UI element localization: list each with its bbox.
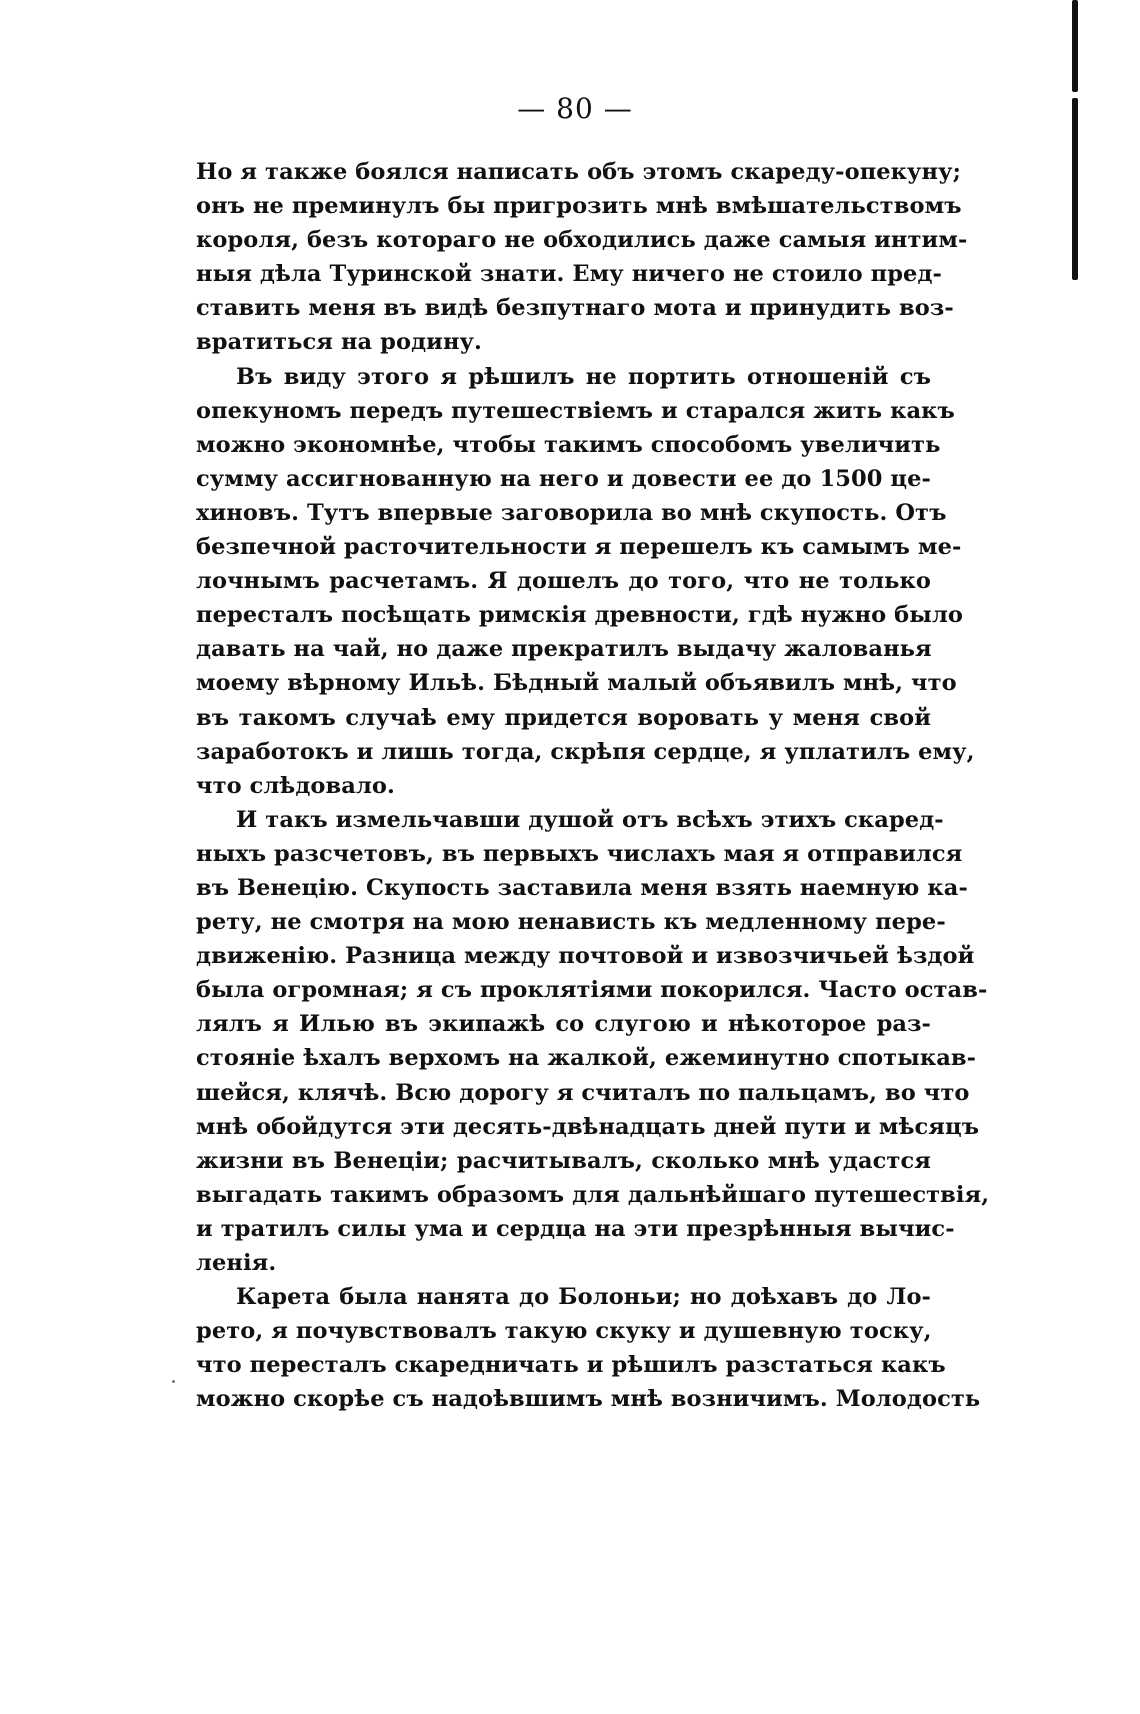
body-text (196, 155, 990, 1416)
text-line: ленiя. (196, 1250, 277, 1276)
text-line: ныя дѣла Туринской знати. Ему ничего не стоило пред- (196, 261, 942, 288)
text-line: мнѣ обойдутся эти десять-двѣнадцать дней пути и мѣсяцъ (196, 1113, 980, 1140)
scan-edge-mark-lower (1072, 98, 1078, 280)
text-line: выгадать такимъ образомъ для дальнѣйшаго путешествiя, (196, 1181, 990, 1208)
text-line: рету, не смотря на мою ненависть къ медленному пере- (196, 909, 946, 936)
text-line: въ Венецiю. Скупость заставила меня взять наемную ка- (196, 874, 968, 901)
text-line: что пересталъ скаредничать и рѣшилъ разстаться какъ (196, 1352, 946, 1379)
text-line: вратиться на родину. (196, 329, 482, 356)
text-line: стоянiе ѣхалъ верхомъ на жалкой, ежеминутно спотыкав- (196, 1045, 977, 1072)
text-line: движенiю. Разница между почтовой и извозчичьей ѣздой (196, 943, 975, 970)
text-line: опекуномъ передъ путешествiемъ и старался жить какъ (196, 397, 955, 424)
text-line: что слѣдовало. (196, 772, 395, 799)
text-line: рето, я почувствовалъ такую скуку и душевную тоску, (196, 1318, 932, 1345)
text-line: И такъ измельчавши душой отъ всѣхъ этихъ скаред- (236, 806, 944, 833)
text-line: въ такомъ случаѣ ему придется воровать у меня свой (196, 704, 931, 731)
text-line: и тратилъ силы ума и сердца на эти презрѣнныя вычис- (196, 1215, 955, 1242)
text-line: ставить меня въ видѣ безпутнаго мота и принудить воз- (196, 295, 954, 322)
text-line: Карета была нанята до Болоньи; но доѣхавъ до Ло- (236, 1284, 931, 1311)
text-line: заработокъ и лишь тогда, скрѣпя сердце, я уплатилъ ему, (196, 738, 975, 765)
scan-speck (172, 1380, 175, 1383)
page-number: — 80 — (517, 92, 633, 125)
text-line: Но я также боялся написать объ этомъ скареду-опекуну; (196, 159, 962, 185)
text-line: ныхъ разсчетовъ, въ первыхъ числахъ мая я отправился (196, 840, 963, 867)
text-line: лочнымъ расчетамъ. Я дошелъ до того, что не только (196, 568, 931, 595)
text-line: жизни въ Венецiи; расчитывалъ, сколько мнѣ удастся (196, 1147, 931, 1174)
text-line: можно скорѣе съ надоѣвшимъ мнѣ возничимъ. Молодость (196, 1386, 981, 1413)
text-line: хиновъ. Тутъ впервые заговорила во мнѣ скупость. Отъ (196, 499, 947, 526)
text-line: онъ не преминулъ бы пригрозить мнѣ вмѣшательствомъ (196, 193, 962, 220)
text-line: Въ виду этого я рѣшилъ не портить отношенiй съ (236, 363, 931, 390)
text-line: короля, безъ котораго не обходились даже самыя интим- (196, 227, 968, 254)
text-line: можно экономнѣе, чтобы такимъ способомъ увеличить (196, 431, 941, 458)
text-line: сумму ассигнованную на него и довести ее до 1500 це- (196, 465, 931, 492)
text-line: пересталъ посѣщать римскiя древности, гдѣ нужно было (196, 602, 964, 629)
text-line: моему вѣрному Ильѣ. Бѣдный малый объявилъ мнѣ, что (196, 670, 957, 697)
text-line: безпечной расточительности я перешелъ къ самымъ ме- (196, 534, 962, 561)
text-line: давать на чай, но даже прекратилъ выдачу жалованья (196, 636, 932, 663)
scan-edge-mark (1072, 0, 1078, 92)
text-line: лялъ я Илью въ экипажѣ со слугою и нѣкоторое раз- (196, 1011, 931, 1038)
text-line: была огромная; я съ проклятiями покорился. Часто остав- (196, 977, 988, 1004)
text-line: шейся, клячѣ. Всю дорогу я считалъ по пальцамъ, во что (196, 1079, 970, 1106)
